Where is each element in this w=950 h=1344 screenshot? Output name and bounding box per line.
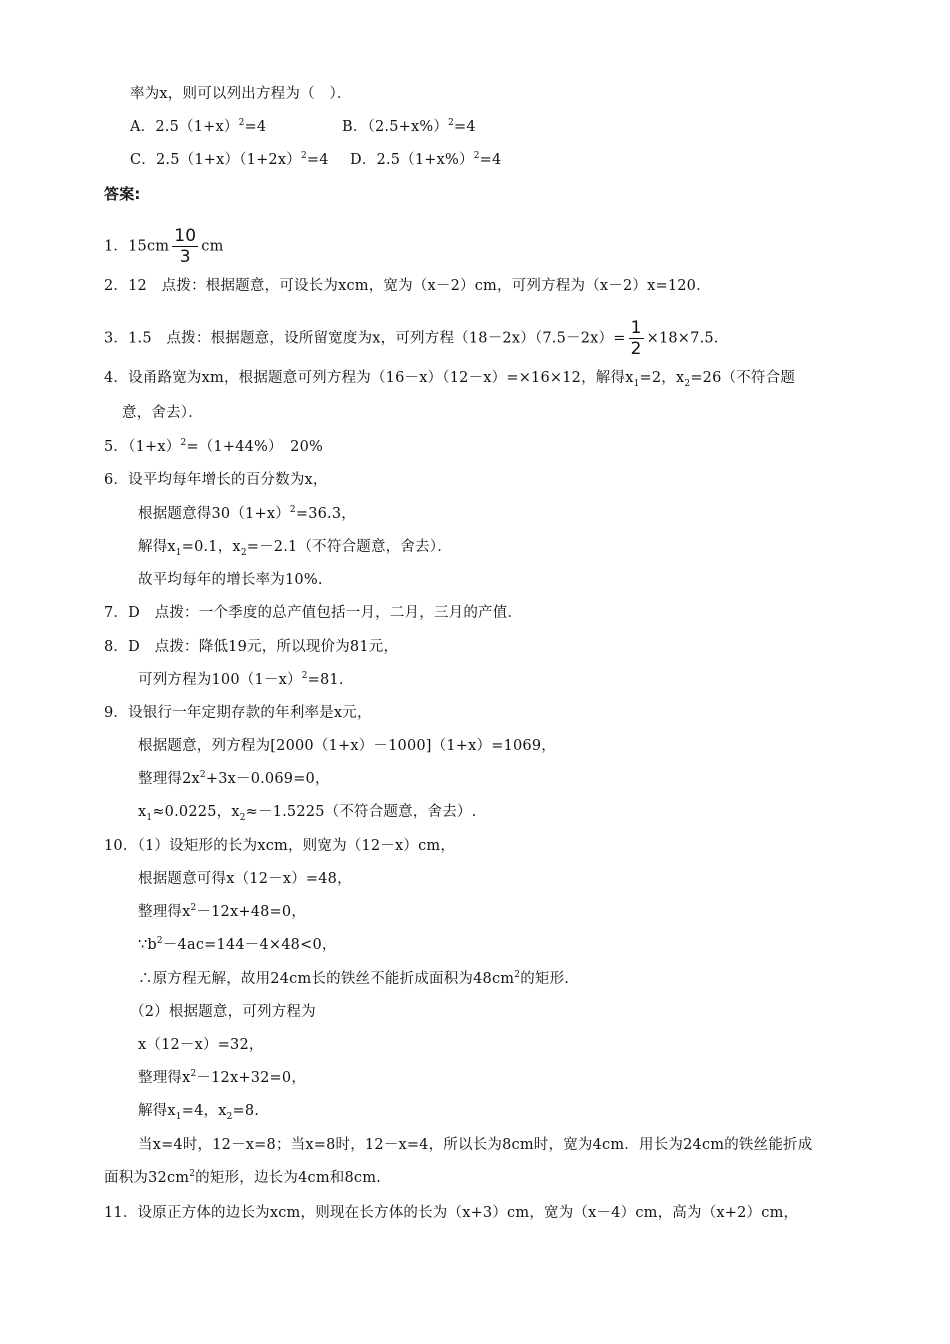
answer-10-line8: 整理得$x^2-12x+32=0$，: [138, 1069, 307, 1086]
answer-2: 2．12 点拨：根据题意，可设长为xcm，宽为（x－2）cm，可列方程为（x－2）x=120．: [104, 278, 711, 294]
answer-9-line1: 9．设银行一年定期存款的年利率是x元，: [104, 705, 372, 721]
answer-4-line2: 意，舍去）．: [122, 405, 203, 421]
option-d: D．$2.5(1+x\%)^2=4$: [350, 151, 502, 168]
answer-10-line11: 面积为$32cm^2$的矩形，边长为4cm和8cm.: [104, 1169, 381, 1186]
fraction-ten-thirds: $\frac{10}{3}$: [174, 226, 197, 267]
answer-8-line2: 可列方程为$100(1-x)^2=81$.: [138, 671, 344, 688]
answer-10-line10: 当x=4时，12－x=8；当x=8时，12－x=4，所以长为8cm时，宽为4cm．用长为24cm的铁丝能折成: [138, 1137, 813, 1153]
answer-9-line2: 根据题意，列方程为[2000（1+x）－1000]（1+x）=1069，: [138, 738, 556, 754]
option-a: A．$2.5(1+x)^2=4$: [130, 118, 267, 135]
answer-11: 11．设原正方体的边长为xcm，则现在长方体的长为（x+3）cm，宽为（x－4）cm，高为（x+2）cm，: [104, 1205, 799, 1221]
answer-1: 1．15cm $\frac{10}{3}$ cm: [104, 226, 224, 267]
answer-10-line7: x（12－x）=32，: [138, 1037, 264, 1053]
question-line: 率为x，则可以列出方程为（ ）．: [130, 86, 352, 102]
answers-heading: 答案:: [104, 185, 141, 203]
answer-3: 3．1.5 点拨：根据题意，设所留宽度为x，可列方程（18－2x）（7.5－2x）= $\frac{1}{2}$ ×18×7.5．: [104, 318, 729, 359]
answer-10-line3: 整理得$x^2-12x+48=0$，: [138, 903, 307, 920]
answer-7: 7．D 点拨：一个季度的总产值包括一月，二月，三月的产值．: [104, 605, 523, 621]
option-b: B．$(2.5+x\%)^2=4$: [342, 118, 476, 135]
answer-10-line6: （2）根据题意，可列方程为: [130, 1004, 316, 1020]
question-text: [130, 84, 352, 104]
answer-10-line1: 10．（1）设矩形的长为xcm，则宽为（12－x）cm，: [104, 838, 456, 854]
option-row-cd: [130, 150, 502, 170]
answer-10-line5: ∴原方程无解，故用24cm长的铁丝不能折成面积为$48cm^2$的矩形.: [138, 970, 570, 987]
answer-6-line2: 根据题意得$30(1+x)^2=36.3$，: [138, 505, 356, 522]
answer-5: 5．$(1+x)^2=(1+44\%)$ 20%: [104, 438, 324, 455]
answer-9-line4: $x_1\approx 0.0225$，$x_2\approx-1.5225$（不符合题意，舍去）.: [138, 804, 477, 823]
answer-10-line2: 根据题意可得x（12－x）=48，: [138, 871, 352, 887]
fraction-one-half: $\frac{1}{2}$: [630, 318, 642, 359]
option-c: C．$2.5(1+x)(1+2x)^2=4$: [130, 151, 329, 168]
answer-10-line4: $\because b^2-4ac=144-4\times 48<0$，: [138, 936, 337, 953]
answer-6-line1: 6．设平均每年增长的百分数为x，: [104, 472, 328, 488]
answer-9-line3: 整理得$2x^2+3x-0.069=0$，: [138, 770, 330, 787]
answer-10-line9: 解得$x_1=4$，$x_2=8$.: [138, 1103, 260, 1122]
option-row-ab: [130, 117, 476, 137]
answer-6-line4: 故平均每年的增长率为10%.: [138, 572, 323, 588]
answer-4-line1: 4．设甬路宽为xm，根据题意可列方程为（16－x）（12－x）=×16×12，解得$x_1=2$，$x_2=26$（不符合题: [104, 370, 796, 389]
answer-6-line3: 解得$x_1=0.1$，$x_2=-2.1$（不符合题意，舍去）．: [138, 539, 452, 558]
answer-8-line1: 8．D 点拨：降低19元，所以现价为81元，: [104, 639, 399, 655]
